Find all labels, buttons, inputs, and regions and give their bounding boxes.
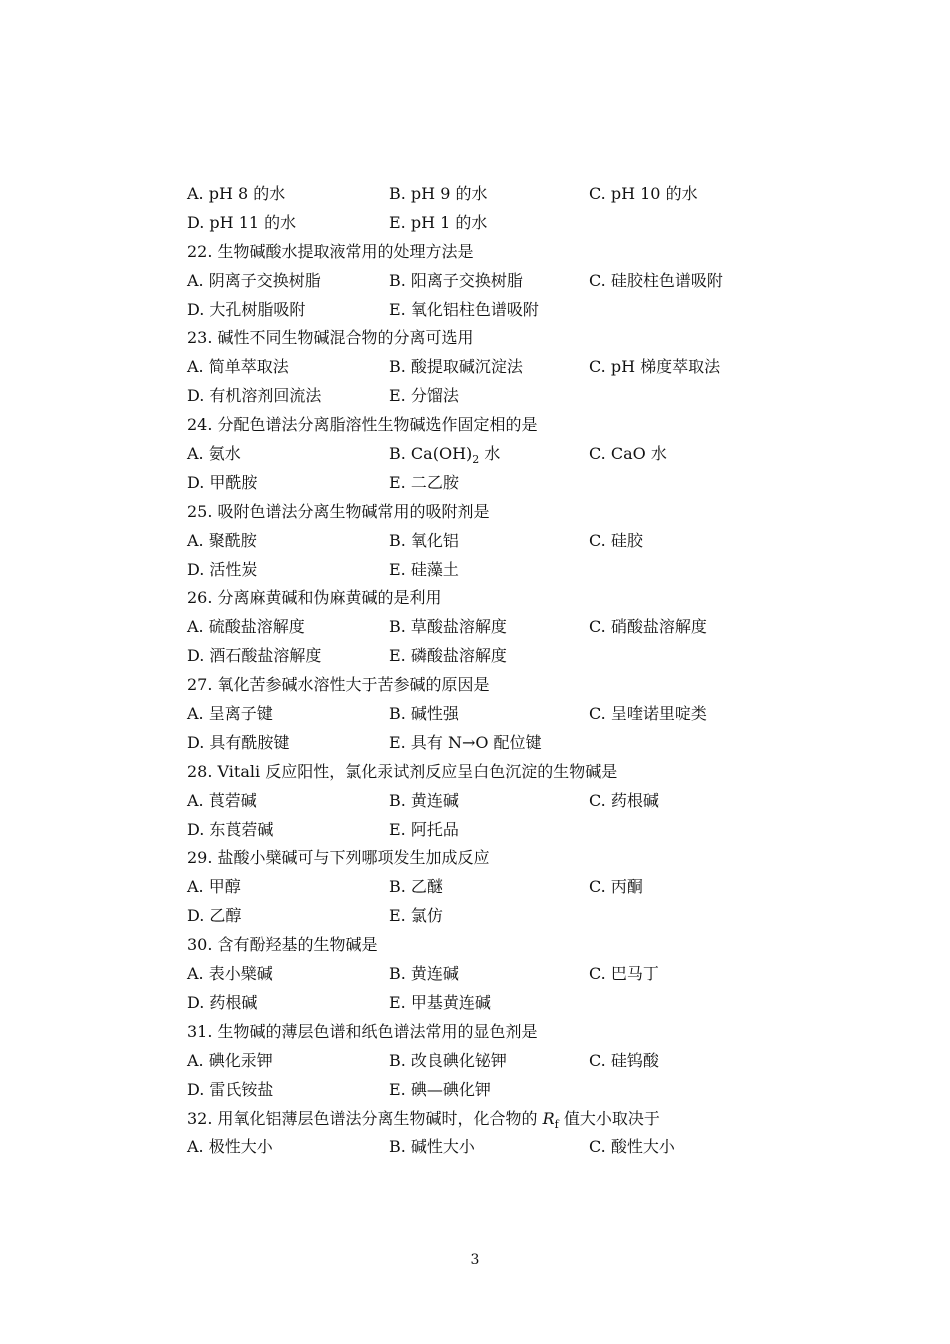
- answer-option: C. 硝酸盐溶解度: [589, 617, 707, 637]
- question-text: 27. 氧化苦参碱水溶性大于苦参碱的原因是: [187, 675, 490, 695]
- answer-option: B. 草酸盐溶解度: [389, 617, 507, 637]
- answer-option: D. 酒石酸盐溶解度: [187, 646, 322, 666]
- answer-option: B. 酸提取碱沉淀法: [389, 357, 523, 377]
- answer-option: E. 甲基黄连碱: [389, 992, 491, 1012]
- option-text: B. Ca(OH): [389, 444, 473, 464]
- answer-option: A. 呈离子键: [187, 704, 273, 724]
- answer-option: [389, 440, 500, 469]
- options-row: [187, 556, 787, 585]
- options-row: [187, 440, 787, 469]
- rf-subscript: f: [554, 1117, 559, 1131]
- answer-option: D. pH 11 的水: [187, 212, 297, 232]
- answer-option: A. 甲醇: [187, 877, 241, 897]
- answer-option: E. 阿托品: [389, 819, 459, 839]
- answer-option: C. pH 10 的水: [589, 184, 698, 203]
- question-text: 25. 吸附色谱法分离生物碱常用的吸附剂是: [187, 501, 490, 521]
- answer-option: E. 磷酸盐溶解度: [389, 646, 507, 666]
- question-stem: [187, 844, 787, 873]
- answer-option: A. pH 8 的水: [187, 184, 286, 203]
- question-text: 22. 生物碱酸水提取液常用的处理方法是: [187, 241, 474, 261]
- question-text-part: 32. 用氧化铝薄层色谱法分离生物碱时，化合物的: [187, 1108, 543, 1128]
- rf-symbol: R: [542, 1108, 555, 1128]
- answer-option: D. 有机溶剂回流法: [187, 386, 322, 406]
- formula-subscript: 2: [472, 453, 480, 467]
- answer-option: B. 黄连碱: [389, 964, 459, 984]
- question-stem: [187, 584, 787, 613]
- answer-option: D. 大孔树脂吸附: [187, 299, 306, 319]
- question-stem: [187, 324, 787, 353]
- question-stem: [187, 498, 787, 527]
- question-stem: [187, 1105, 787, 1134]
- options-row: [187, 989, 787, 1018]
- options-row: [187, 642, 787, 671]
- answer-option: B. 乙醚: [389, 877, 443, 897]
- answer-option: E. 具有 N→O 配位键: [389, 732, 542, 752]
- answer-option: B. pH 9 的水: [389, 184, 488, 203]
- answer-option: C. 酸性大小: [589, 1137, 675, 1157]
- options-row: [187, 902, 787, 931]
- question-text: 24. 分配色谱法分离脂溶性生物碱选作固定相的是: [187, 415, 538, 435]
- question-text: 28. Vitali 反应阳性，氯化汞试剂反应呈白色沉淀的生物碱是: [187, 761, 618, 781]
- answer-option: C. 硅胶柱色谱吸附: [589, 270, 723, 290]
- answer-option: C. pH 梯度萃取法: [589, 357, 721, 377]
- options-row: [187, 787, 787, 816]
- answer-option: A. 极性大小: [187, 1137, 273, 1157]
- answer-option: A. 聚酰胺: [187, 530, 257, 550]
- options-row: [187, 209, 787, 238]
- answer-option: A. 碘化汞钾: [187, 1050, 273, 1070]
- question-text-part: 值大小取决于: [558, 1108, 660, 1128]
- options-row: [187, 180, 787, 209]
- answer-option: D. 具有酰胺键: [187, 732, 290, 752]
- question-text: 30. 含有酚羟基的生物碱是: [187, 935, 378, 955]
- answer-option: B. 阳离子交换树脂: [389, 270, 523, 290]
- answer-option: E. pH 1 的水: [389, 212, 488, 232]
- answer-option: A. 硫酸盐溶解度: [187, 617, 305, 637]
- answer-option: A. 表小檗碱: [187, 964, 273, 984]
- answer-option: D. 东莨菪碱: [187, 819, 274, 839]
- answer-option: B. 黄连碱: [389, 790, 459, 810]
- question-stem: [187, 238, 787, 267]
- question-text: 29. 盐酸小檗碱可与下列哪项发生加成反应: [187, 848, 490, 868]
- question-stem: [187, 411, 787, 440]
- options-row: [187, 1133, 787, 1162]
- options-row: [187, 700, 787, 729]
- answer-option: D. 乙醇: [187, 906, 242, 926]
- answer-option: A. 氨水: [187, 444, 241, 464]
- answer-option: A. 莨菪碱: [187, 790, 257, 810]
- options-row: [187, 729, 787, 758]
- option-text: 水: [479, 444, 501, 464]
- options-row: [187, 353, 787, 382]
- question-text: [187, 1105, 660, 1134]
- answer-option: E. 分馏法: [389, 386, 459, 406]
- answer-option: A. 阴离子交换树脂: [187, 270, 321, 290]
- answer-option: C. CaO 水: [589, 444, 667, 464]
- options-row: [187, 960, 787, 989]
- answer-option: C. 药根碱: [589, 790, 659, 810]
- options-row: [187, 1047, 787, 1076]
- question-stem: [187, 931, 787, 960]
- answer-option: E. 二乙胺: [389, 472, 459, 492]
- answer-option: E. 碘—碘化钾: [389, 1079, 491, 1099]
- question-list: [187, 180, 787, 1162]
- options-row: [187, 296, 787, 325]
- options-row: [187, 527, 787, 556]
- answer-option: C. 硅钨酸: [589, 1050, 659, 1070]
- question-text: 23. 碱性不同生物碱混合物的分离可选用: [187, 328, 474, 348]
- question-stem: [187, 758, 787, 787]
- options-row: [187, 469, 787, 498]
- answer-option: B. 碱性强: [389, 704, 459, 724]
- answer-option: B. 氧化铝: [389, 530, 459, 550]
- question-stem: [187, 1018, 787, 1047]
- answer-option: E. 硅藻土: [389, 559, 459, 579]
- options-row: [187, 382, 787, 411]
- answer-option: D. 雷氏铵盐: [187, 1079, 274, 1099]
- answer-option: C. 硅胶: [589, 530, 643, 550]
- answer-option: D. 药根碱: [187, 992, 258, 1012]
- question-text: 26. 分离麻黄碱和伪麻黄碱的是利用: [187, 588, 442, 608]
- answer-option: C. 丙酮: [589, 877, 643, 897]
- options-row: [187, 267, 787, 296]
- options-row: [187, 816, 787, 845]
- answer-option: E. 氧化铝柱色谱吸附: [389, 299, 539, 319]
- page-number: 3: [470, 1252, 480, 1268]
- answer-option: C. 巴马丁: [589, 964, 659, 984]
- options-row: [187, 1076, 787, 1105]
- answer-option: B. 改良碘化铋钾: [389, 1050, 507, 1070]
- question-text: 31. 生物碱的薄层色谱和纸色谱法常用的显色剂是: [187, 1021, 538, 1041]
- answer-option: E. 氯仿: [389, 906, 443, 926]
- answer-option: A. 简单萃取法: [187, 357, 289, 377]
- question-stem: [187, 671, 787, 700]
- options-row: [187, 873, 787, 902]
- answer-option: D. 甲酰胺: [187, 472, 258, 492]
- answer-option: B. 碱性大小: [389, 1137, 475, 1157]
- answer-option: C. 呈喹诺里啶类: [589, 704, 707, 724]
- answer-option: D. 活性炭: [187, 559, 258, 579]
- options-row: [187, 613, 787, 642]
